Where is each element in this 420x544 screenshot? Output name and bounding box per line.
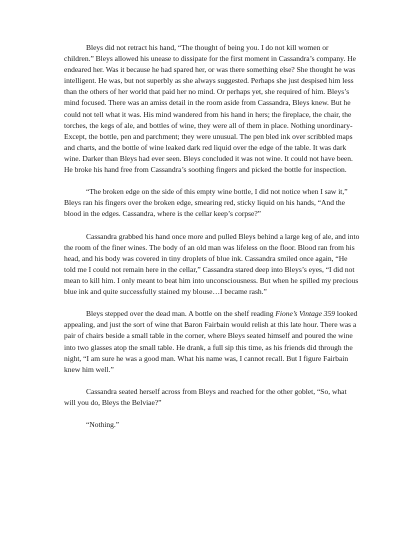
paragraph [64, 308, 360, 375]
body-text [64, 42, 360, 441]
paragraph-text: looked appealing, and just the sort of wine that Baron Fairbain would relish at this late hour. There was a pair of chairs beside a small table in the corner, where Bleys seated himself and poured the wine into two glasses atop the small table. He drank, a full sip this time, as his friends did through the night, “I am sure he was a good man. What his name was, I cannot recall. But I figure Fairbain knew him well.” [64, 309, 358, 374]
paragraph: Bleys did not retract his hand, “The thought of being you. I do not kill women or children.” Bleys allowed his unease to dissipate for the first moment in Cassandra’s company. He endeared her. Was it because he had spared her, or was there something else? She thought he was intelligent. He was, but not superbly as she always suggested. Perhaps she just despised him less than the others of her world that paid her no mind. Or perhaps yet, she required of him. Bleys’s mind focused. There was an amiss detail in the room aside from Cassandra, Bleys knew. But he could not tell what it was. His mind wandered from his hand in hers; the fireplace, the chair, the torches, the kegs of ale, and bottles of wine, they were all of them in place. Nothing unordinary- Except, the bottle, pen and parchment; they were unusual. The pen bled ink over scribbled maps and charts, and the bottle of wine leaked dark red liquid over the edge of the table. It was dark wine. Darker than Bleys had ever seen. Bleys concluded it was not wine. It could not have been. He broke his hand free from Cassandra’s soothing fingers and picked the bottle for inspection. [64, 43, 356, 175]
paragraph: Cassandra grabbed his hand once more and pulled Bleys behind a large keg of ale, and into the room of the finer wines. The body of an old man was lifeless on the floor. Blood ran from his head, and his body was covered in tiny droplets of blue ink. Cassandra smiled once again, “He told me I could not remain here in the cellar,” Cassandra stared deep into Bleys’s eyes, “I did not mean to kill him. I only meant to beat him into unconsciousness. But when he spilled my precious blue ink and quite successfully stained my blouse…I became rash.” [64, 231, 360, 297]
paragraph-text: Bleys stepped over the dead man. A bottle on the shelf reading [86, 309, 276, 319]
paragraph: “Nothing.” [86, 420, 120, 430]
paragraph: Cassandra seated herself across from Bleys and reached for the other goblet, “So, what will you do, Bleys the Belviae?” [64, 386, 347, 407]
wine-title: Fione’s Vintage 359 [275, 309, 336, 319]
paragraph: “The broken edge on the side of this empty wine bottle, I did not notice when I saw it,” Bleys ran his fingers over the broken edge, smearing red, sticky liquid on his hands, “And the blood in the edges. Cassandra, where is the cellar keep’s corpse?” [64, 187, 348, 219]
